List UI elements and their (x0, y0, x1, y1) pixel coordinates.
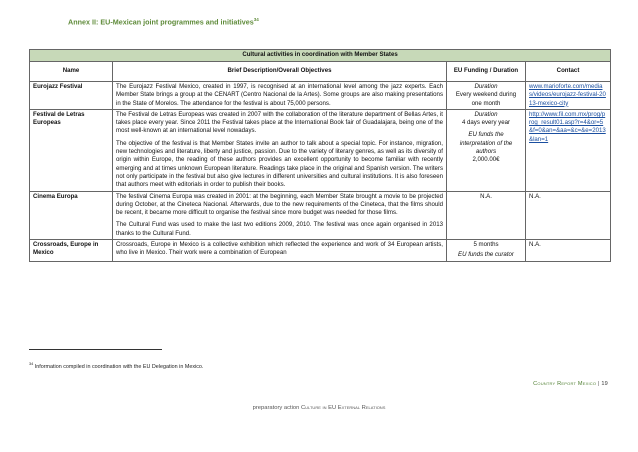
footer-separator: | (597, 381, 600, 387)
funding-detail: 4 days every year (461, 119, 511, 127)
header-description: Brief Description/Overall Objectives (113, 62, 447, 82)
funding-amount: 2,000.00€ (472, 156, 500, 164)
table-row (30, 82, 611, 110)
table-row (30, 240, 611, 262)
description-paragraph: The Festival de Letras Europeas was created in 2007 with the collaboration of the literature department of Bellas Artes, it takes place every year. Since 2011 the Festival takes place at the International Book fair of Guadalajara, being one of the most well-known at an international level nowadays. (116, 110, 443, 135)
footnote (29, 362, 203, 370)
header-name: Name (30, 62, 113, 82)
page-footer (533, 381, 608, 387)
row-contact: N.A. (526, 240, 611, 262)
funding-duration-label: Duration (474, 83, 498, 90)
description-paragraph: The Cultural Fund was used to make the last two editions 2009, 2010. The festival was once again organised in 2013 thanks to the Cultural Fund. (116, 221, 443, 237)
row-funding (447, 240, 526, 262)
funding-detail: 5 months (473, 241, 499, 249)
funding-detail: Every weekend during one month (455, 91, 517, 107)
description-paragraph: The objective of the festival is that Member States invite an author to talk about a special topic. For instance, migration, new technologies and literature, liberty and justice, passion. Due to the variety of literary genres, as well as its diversity of origin within Europe, the reading of these authors provides an excellent opportunity to become familiar with recently emerging and at times unknown European literature. Readings take place in the original and Spanish version. The writers not only participate in the festival but also give lectures in different universities and cultural institutions. It is also foreseen that authors meet with editorials in order to publish their books. (116, 139, 443, 189)
page-number: 19 (601, 381, 608, 387)
annex-footnote-ref: 34 (253, 17, 259, 22)
annex-title (68, 17, 259, 26)
description-paragraph: The festival Cinema Europa was created in 2001: at the beginning, each Member State brought a movie to be projected during October, at the Cineteca Nacional. Afterwards, due to the new requirements of the Cineteca, that the films should be recent, it became more difficult to organise the festival since more budget was needed for those films. (116, 192, 443, 217)
funding-note: EU funds the interpretation of the authors (459, 131, 513, 156)
cultural-activities-table (29, 49, 611, 262)
row-name: Festival de Letras Europeas (30, 109, 113, 191)
row-funding (447, 109, 526, 191)
row-contact (526, 109, 611, 191)
funding-note: EU funds the curator (458, 251, 514, 259)
description-paragraph: Crossroads, Europe in Mexico is a collective exhibition which reflected the experience and work of 34 European artists, who live in Mexico. Their work were a combination of European (116, 241, 443, 257)
table-row (30, 191, 611, 239)
row-description (113, 109, 447, 191)
row-name: Crossroads, Europe in Mexico (30, 240, 113, 262)
description-paragraph: The Eurojazz Festival Mexico, created in 1997, is recognised at an international level among the jazz experts. Each Member State brings a group at the CENART (Centro Nacional de la Artes). Some groups are also making presentations in the State of Morelos. The attendance for the festival is about 75,000 persons. (116, 83, 443, 107)
row-description (113, 191, 447, 239)
table-banner: Cultural activities in coordination with Member States (30, 50, 611, 62)
annex-title-text: Annex II: EU-Mexican joint programmes and initiatives (68, 17, 254, 27)
row-contact (526, 82, 611, 110)
footnote-text: Information compiled in coordination with the EU Delegation in Mexico. (34, 363, 204, 370)
funding-duration-label: Duration (474, 110, 498, 118)
report-name: Country Report Mexico (533, 381, 597, 387)
row-name: Eurojazz Festival (30, 82, 113, 110)
table-banner-row (30, 50, 611, 62)
row-funding (447, 191, 526, 239)
header-contact: Contact (526, 62, 611, 82)
row-description (113, 82, 447, 110)
row-name: Cinema Europa (30, 191, 113, 239)
footnote-number: 34 (29, 362, 34, 366)
table-header-row (30, 62, 611, 82)
bottom-note-prefix: preparatory action (252, 405, 300, 411)
bottom-note-title: Culture in EU External Relations (300, 405, 386, 411)
row-contact: N.A. (526, 191, 611, 239)
row-funding (447, 82, 526, 110)
funding-detail: N.A. (480, 192, 492, 200)
contact-link[interactable]: http://www.fil.com.mx/prog/prog_result01.asp?r=4&or=5&f=0&an=&aa=&c=&e=2013&lan=1 (529, 110, 606, 143)
contact-link[interactable]: www.marioforte.com/medias/videos/eurojazz-festival-2013-mexico-city (529, 83, 606, 107)
footnote-divider (29, 349, 162, 350)
row-description (113, 240, 447, 262)
table-row (30, 109, 611, 191)
header-funding: EU Funding / Duration (447, 62, 526, 82)
bottom-note (0, 405, 638, 411)
